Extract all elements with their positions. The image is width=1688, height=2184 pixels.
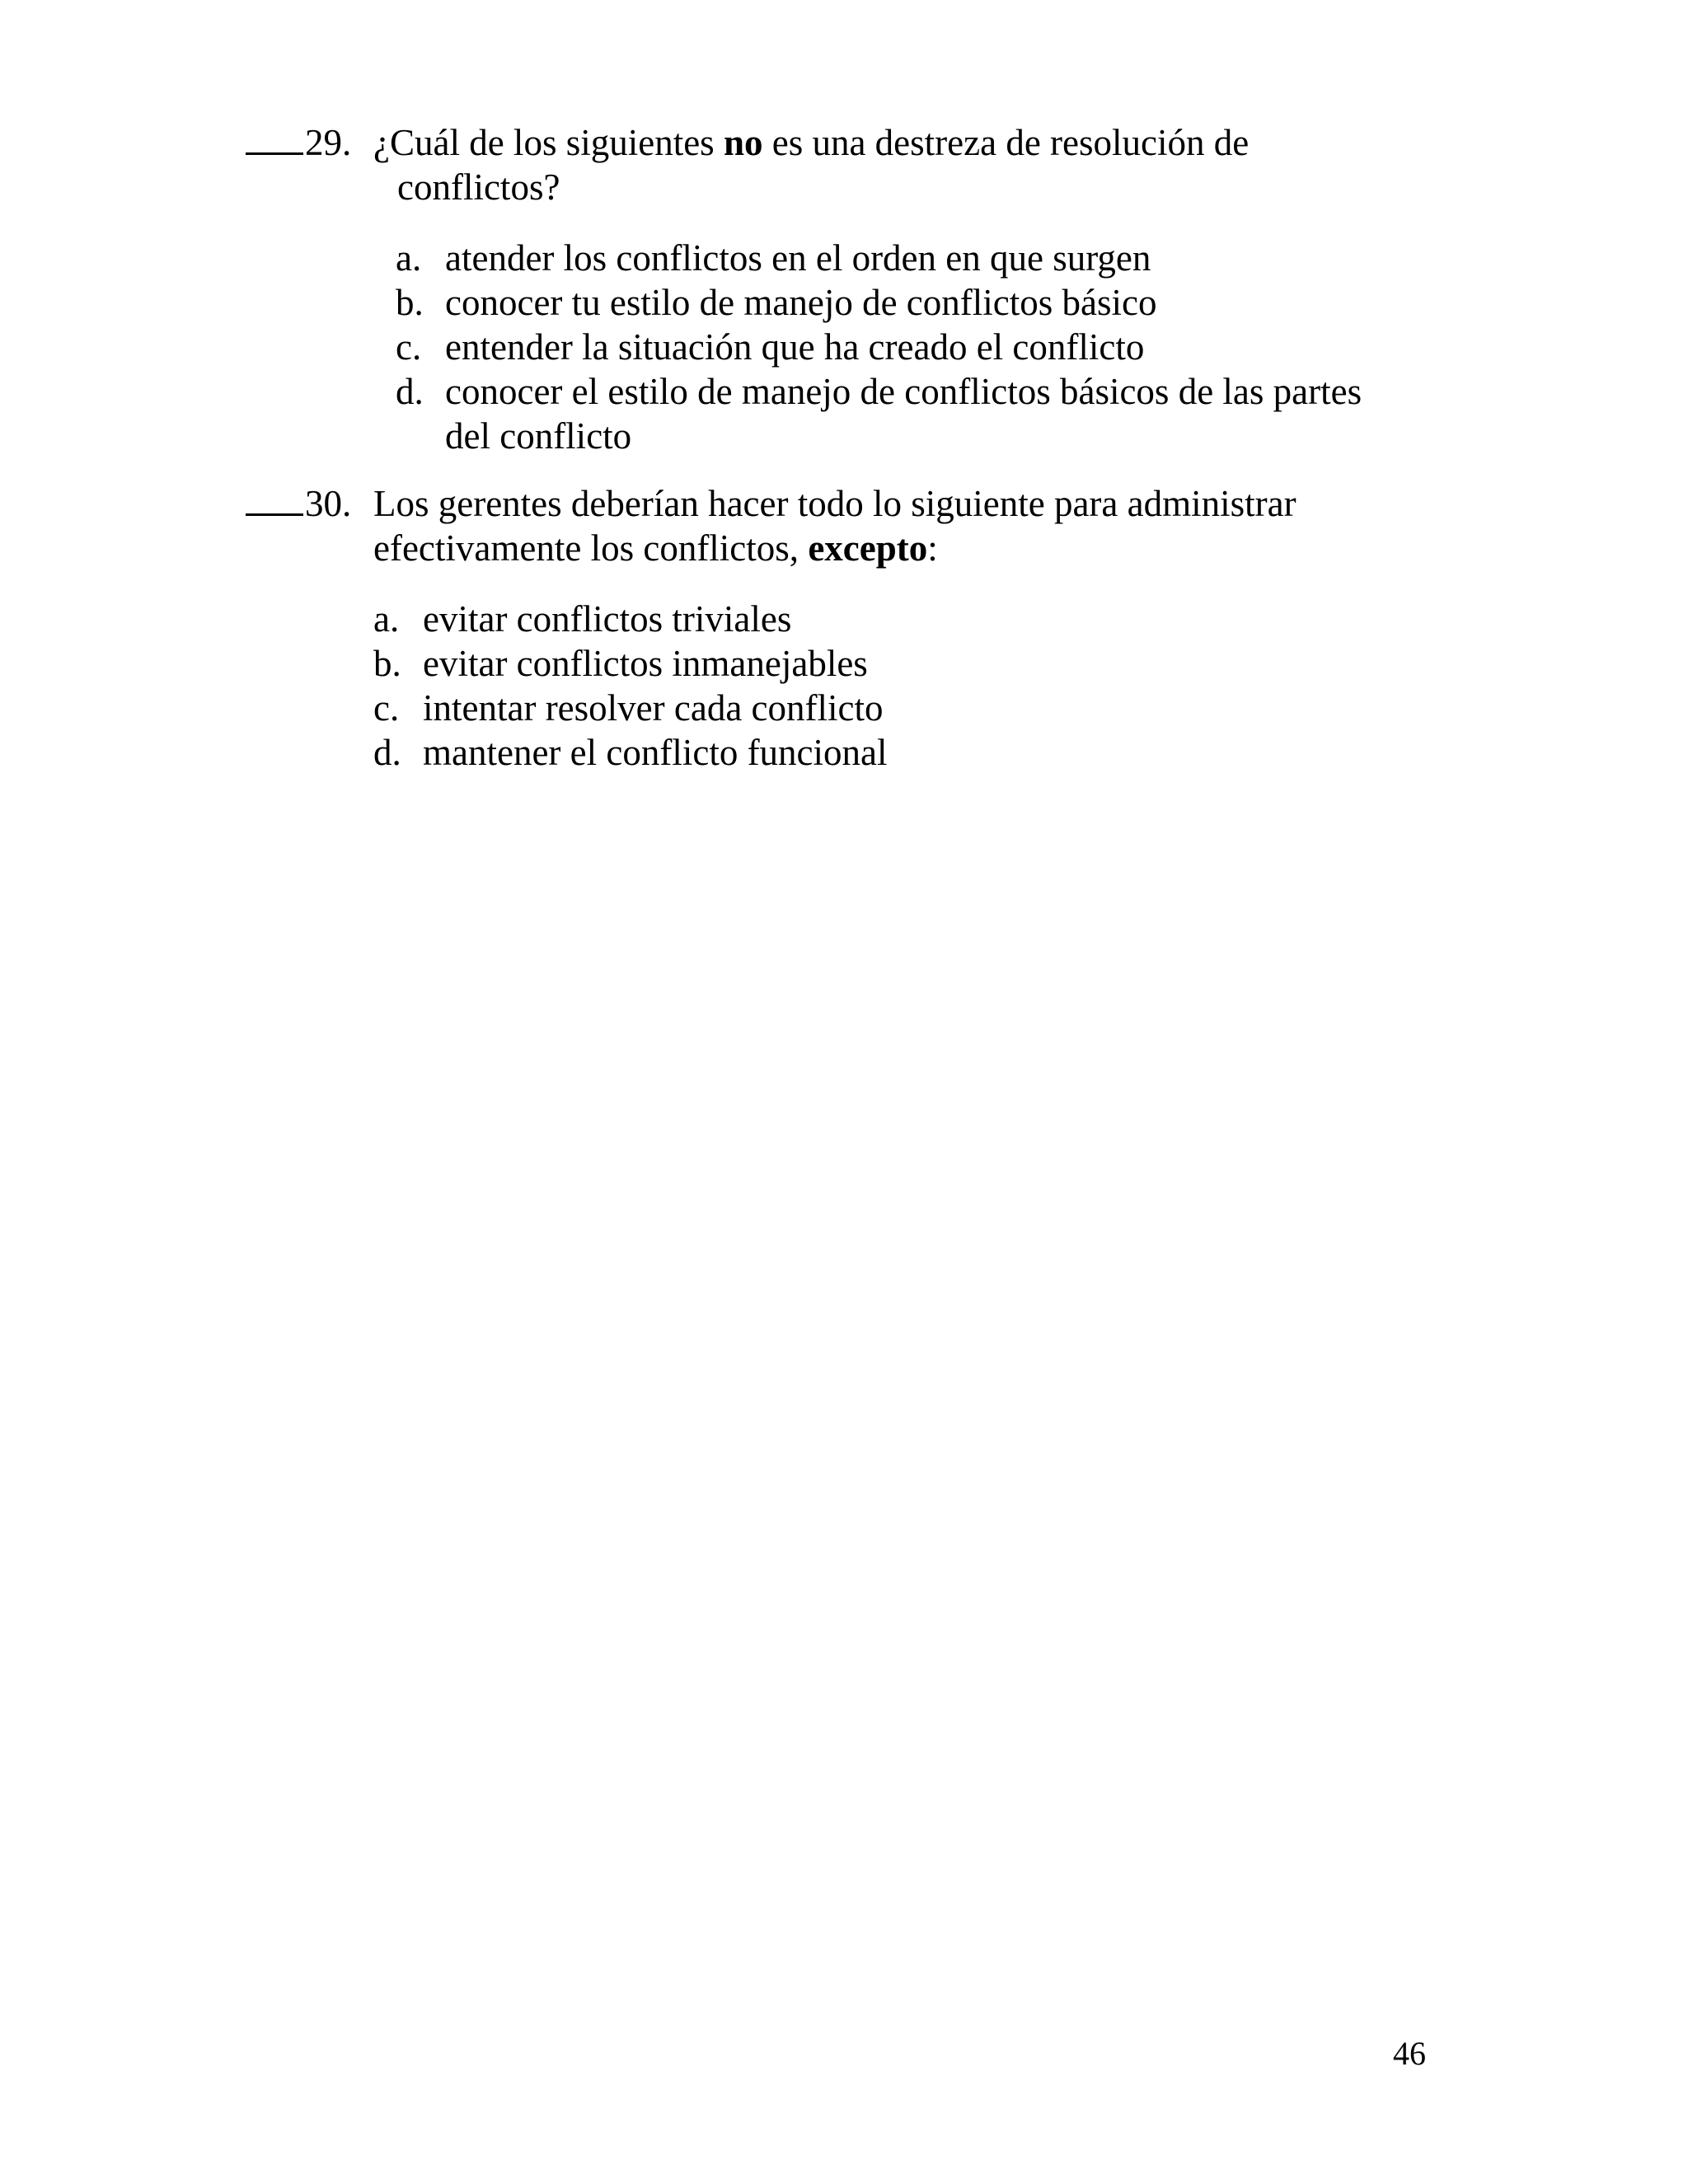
option-text: evitar conflictos inmanejables	[423, 643, 868, 684]
option-letter: b.	[396, 282, 424, 323]
question-stem	[373, 481, 1428, 570]
stem-text: ¿Cuál de los siguientes	[373, 122, 724, 163]
option-letter: c.	[396, 326, 422, 368]
question-30	[246, 481, 1441, 773]
option-a	[373, 597, 888, 641]
option-text: conocer tu estilo de manejo de conflictos básico	[445, 282, 1157, 323]
option-text: evitar conflictos triviales	[423, 598, 792, 640]
option-text-continuation: del conflicto	[445, 415, 632, 457]
stem-line-1: Los gerentes deberían hacer todo lo siguiente para administrar	[373, 483, 1296, 524]
question-number: 29.	[305, 122, 352, 163]
answer-blank[interactable]	[246, 482, 303, 516]
option-letter: c.	[373, 687, 400, 729]
stem-text-end: es una destreza de resolución de	[762, 122, 1250, 163]
option-text: intentar resolver cada conflicto	[423, 687, 884, 729]
answer-blank[interactable]	[246, 121, 303, 155]
option-letter: b.	[373, 643, 401, 684]
option-letter: d.	[396, 371, 424, 412]
page-number: 46	[1393, 2035, 1426, 2072]
question-29	[246, 120, 1441, 457]
option-a	[396, 236, 1362, 280]
answer-options	[373, 597, 888, 775]
option-c	[396, 325, 1362, 369]
stem-line-2	[373, 526, 1428, 570]
option-letter: a.	[396, 237, 422, 279]
option-letter: d.	[373, 732, 401, 773]
answer-options	[396, 236, 1362, 458]
option-text: entender la situación que ha creado el conflicto	[445, 326, 1145, 368]
option-text: atender los conflictos en el orden en que surgen	[445, 237, 1151, 279]
option-letter: a.	[373, 598, 400, 640]
option-b	[396, 280, 1362, 325]
option-c	[373, 686, 888, 730]
stem-text: efectivamente los conflictos,	[373, 527, 809, 569]
option-d	[373, 730, 888, 775]
option-b	[373, 641, 888, 686]
option-text: mantener el conflicto funcional	[423, 732, 888, 773]
stem-bold-word: no	[723, 122, 763, 163]
option-text-wrap	[445, 371, 1362, 458]
stem-text-end: :	[927, 527, 938, 569]
stem-bold-word: excepto	[808, 527, 928, 569]
option-text: conocer el estilo de manejo de conflictos básicos de las partes	[445, 371, 1362, 412]
option-d	[396, 369, 1362, 458]
question-stem	[373, 120, 1428, 209]
stem-continuation: conflictos?	[397, 166, 560, 208]
question-number: 30.	[305, 483, 352, 524]
